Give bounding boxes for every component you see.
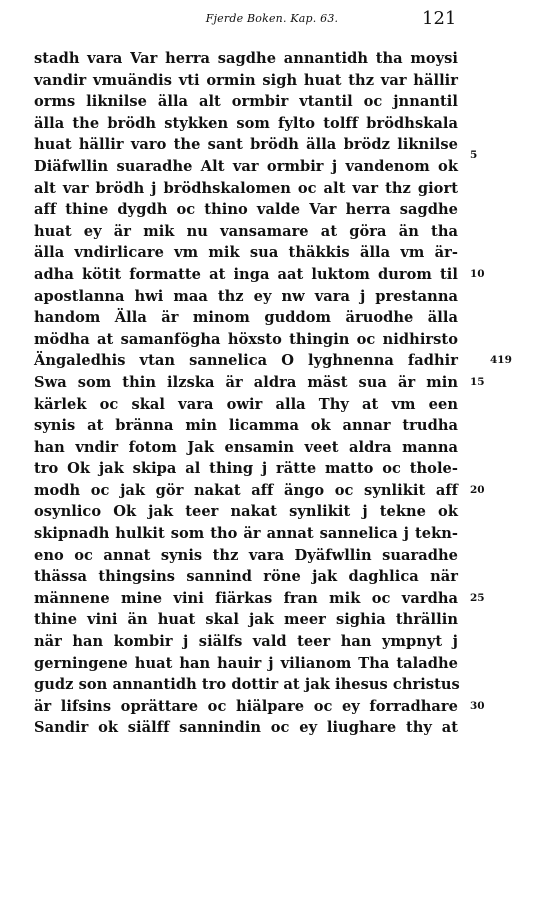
text-body	[34, 48, 458, 739]
text-line: vandir vmuändis vti ormin sigh huat thz var hällir	[34, 71, 458, 89]
text-line: är lifsins oprättare oc hiälpare oc ey forradhare	[34, 697, 458, 715]
text-line: modh oc jak gör nakat aff ängo oc synlikit aff	[34, 481, 458, 499]
text-line: handom Älla är minom guddom äruodhe älla	[34, 309, 458, 327]
text-line: alt var brödh j brödhskalomen oc alt var thz giort	[34, 179, 458, 197]
text-line: eno oc annat synis thz vara Dyäfwllin suaradhe	[34, 546, 458, 564]
line-number: 15	[470, 376, 485, 388]
text-line: mödha at samanfögha höxsto thingin oc nidhirsto	[34, 330, 458, 348]
text-line: thässa thingsins sannind röne jak daghlica när	[34, 568, 458, 586]
text-line: orms liknilse älla alt ormbir vtantil oc jnnantil	[34, 93, 458, 111]
text-line: gudz son annantidh tro dottir at jak ihesus christus	[34, 676, 460, 694]
text-line: Swa som thin ilzska är aldra mäst sua är min	[34, 373, 458, 391]
text-line: gerningene huat han hauir j vilianom Tha taladhe	[34, 654, 458, 672]
text-line: apostlanna hwi maa thz ey nw vara j prestanna	[34, 287, 458, 305]
text-line: huat hällir varo the sant brödh älla brödz liknilse	[34, 136, 458, 154]
text-line: stadh vara Var herra sagdhe annantidh tha moysi	[34, 50, 458, 67]
line-number: 30	[470, 700, 485, 712]
line-number: 10	[470, 268, 485, 280]
line-number: 25	[470, 592, 485, 604]
text-line: skipnadh hulkit som tho är annat sannelica j tekn-	[34, 525, 458, 543]
text-line: han vndir fotom Jak ensamin veet aldra manna	[34, 438, 458, 456]
text-line: Sandir ok siälff sannindin oc ey liughare thy at	[34, 719, 458, 737]
page-number: 121	[422, 8, 457, 29]
text-line: huat ey är mik nu vansamare at göra än tha	[34, 222, 458, 240]
text-line: när han kombir j siälfs vald teer han ympnyt j	[34, 633, 458, 651]
text-line: älla vndirlicare vm mik sua thäkkis älla vm är-	[34, 244, 458, 262]
running-title: Fjerde Boken. Kap. 63.	[205, 12, 339, 25]
text-line: thine vini än huat skal jak meer sighia thrällin	[34, 611, 458, 629]
text-line: Diäfwllin suaradhe Alt var ormbir j vandenom ok	[34, 157, 458, 175]
margin-page-reference: 419	[490, 354, 512, 366]
text-line: Ängaledhis vtan sannelica O lyghnenna fadhir	[34, 352, 458, 370]
text-line: synis at bränna min licamma ok annar trudha	[34, 417, 458, 435]
line-number: 5	[470, 149, 478, 161]
text-line: älla the brödh stykken som fylto tolff brödhskala	[34, 114, 458, 132]
text-line: osynlico Ok jak teer nakat synlikit j tekne ok	[34, 503, 458, 521]
line-number: 20	[470, 484, 485, 496]
text-line: adha kötit formatte at inga aat luktom durom til	[34, 265, 458, 283]
text-line: kärlek oc skal vara owir alla Thy at vm een	[34, 395, 458, 413]
text-line: männene mine vini fiärkas fran mik oc vardha	[34, 589, 458, 607]
text-line: tro Ok jak skipa al thing j rätte matto oc thole-	[34, 460, 458, 478]
text-line: aff thine dygdh oc thino valde Var herra sagdhe	[34, 201, 458, 219]
